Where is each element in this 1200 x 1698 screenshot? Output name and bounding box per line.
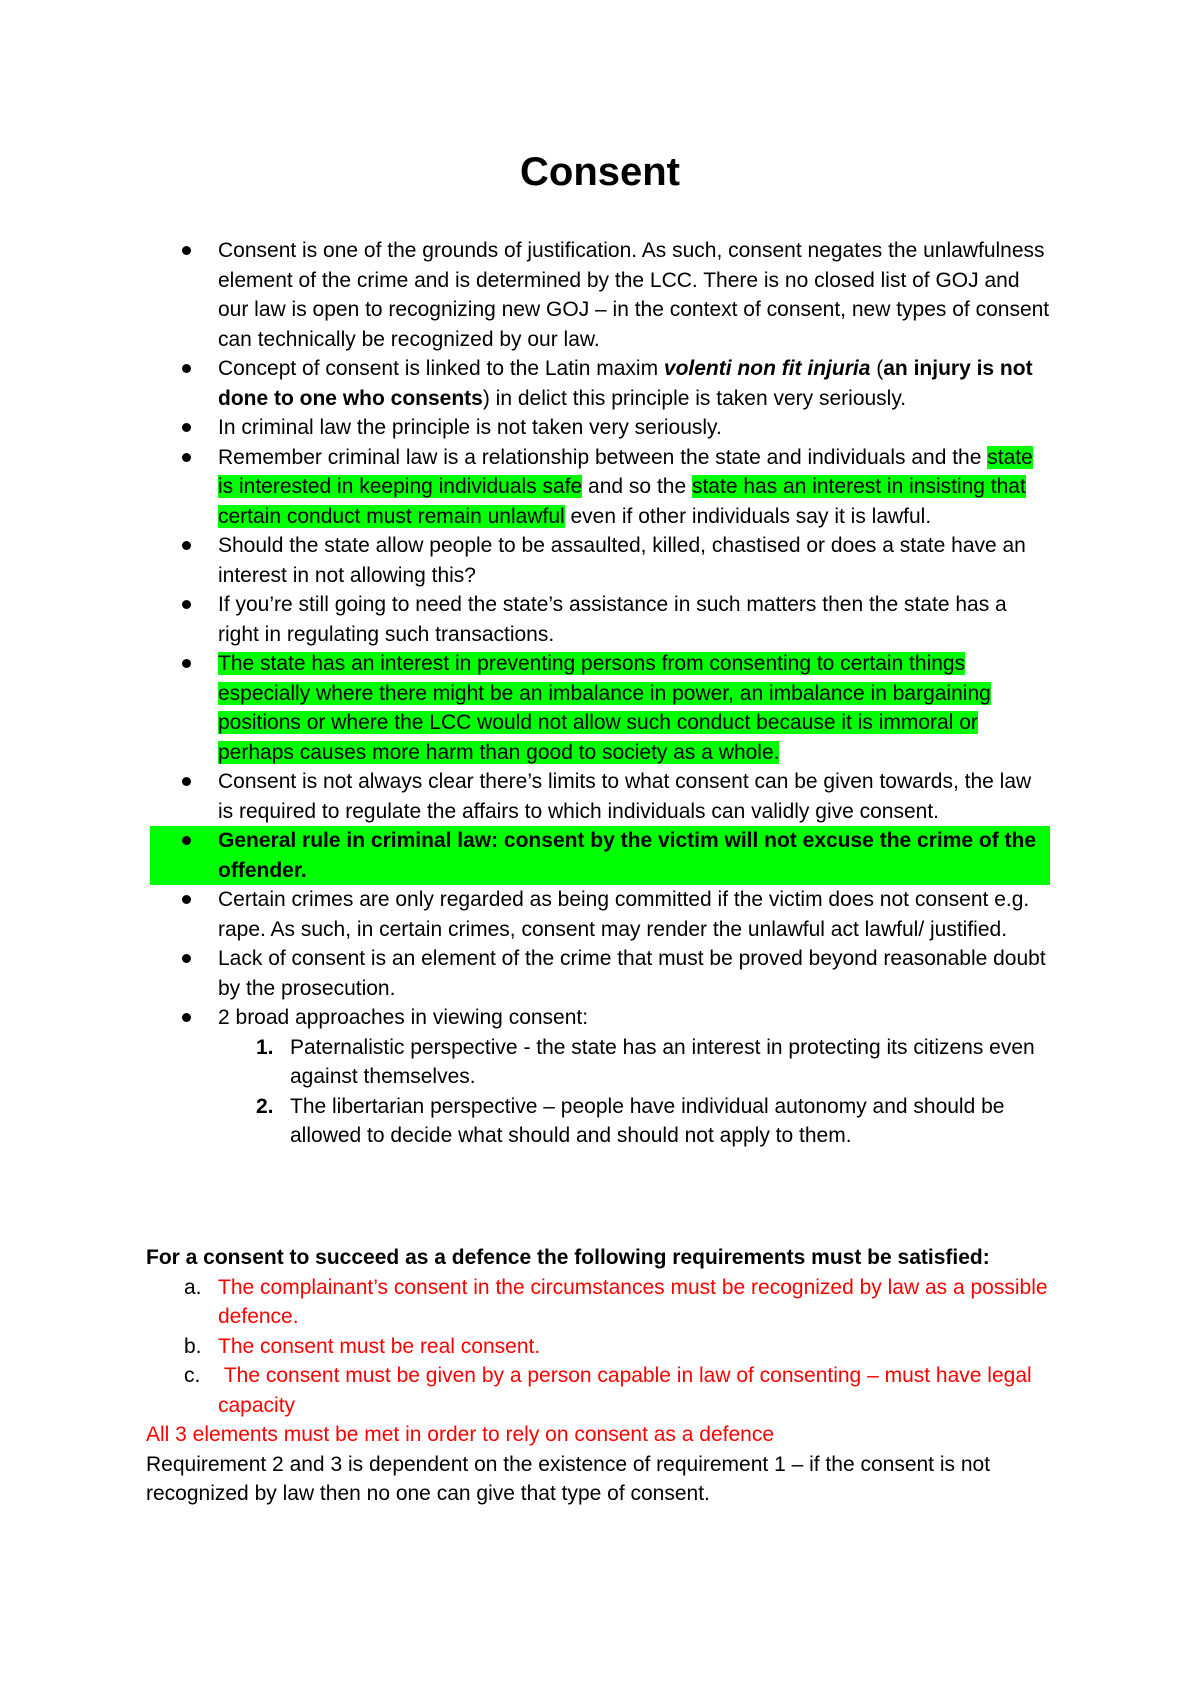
list-item — [150, 885, 1050, 944]
approach-text: Paternalistic perspective - the state has an interest in protecting its citizens even against themselves. — [290, 1035, 1035, 1088]
highlighted-text: state has an interest in insisting that certain conduct must remain unlawful — [218, 475, 1026, 528]
list-item — [150, 826, 1050, 885]
list-item — [150, 944, 1050, 1003]
all-three-note: All 3 elements must be met in order to rely on consent as a defence — [146, 1423, 775, 1446]
bullet-icon — [182, 600, 191, 609]
general-rule-text: General rule in criminal law: consent by the victim will not excuse the crime of the offender. — [218, 829, 1037, 882]
bullet-text: 2 broad approaches in viewing consent: — [218, 1006, 589, 1029]
approach-text: The libertarian perspective – people have individual autonomy and should be allowed to decide what should and should not apply to them. — [290, 1094, 1005, 1147]
bullet-icon — [182, 1013, 191, 1022]
list-item — [150, 531, 1050, 590]
requirement-item — [146, 1361, 1066, 1420]
approach-item — [218, 1092, 1050, 1151]
list-item — [150, 443, 1050, 532]
requirement-text: The consent must be real consent. — [218, 1334, 541, 1358]
bullet-icon — [182, 364, 191, 373]
bullet-text: If you’re still going to need the state’s assistance in such matters then the state has a right in regulating such transactions. — [218, 593, 1007, 646]
item-letter: c. — [184, 1364, 201, 1387]
bullet-text: even if other individuals say it is lawful. — [564, 504, 932, 528]
highlighted-text: The state has an interest in preventing persons from consenting to certain things especially where there might be an imbalance in power, an imbalance in bargaining positions or where the LCC would not allow such conduct because it is immoral or perhaps causes more harm than good to society as a whole. — [218, 652, 991, 764]
requirement-text: The consent must be given by a person capable in law of consenting – must have legal capacity — [218, 1364, 1038, 1417]
bullet-icon — [182, 453, 191, 462]
requirement-item — [146, 1332, 1066, 1362]
highlighted-text: state is interested in keeping individuals safe — [218, 445, 1033, 498]
list-item — [150, 413, 1050, 443]
list-item — [150, 236, 1050, 354]
bullet-text: Concept of consent is linked to the Latin maxim — [218, 357, 664, 380]
bullet-text: Remember criminal law is a relationship between the state and individuals and the — [218, 445, 988, 469]
bullet-icon — [182, 954, 191, 963]
bullet-icon — [182, 541, 191, 550]
bullet-text: ) in delict this principle is taken very seriously. — [482, 386, 907, 410]
list-item — [150, 1003, 1050, 1151]
item-number: 1. — [256, 1035, 274, 1059]
bullet-icon — [182, 659, 191, 668]
bullet-icon — [182, 836, 191, 845]
bullet-text: ( — [870, 357, 884, 380]
bullet-list — [150, 236, 1050, 1151]
approach-item — [218, 1033, 1050, 1092]
maxim-translation: an injury is not done to one who consents — [218, 357, 1033, 410]
dependency-note: Requirement 2 and 3 is dependent on the existence of requirement 1 – if the consent is not recognized by law then no one can give that type of consent. — [146, 1452, 991, 1505]
bullet-text: Consent is not always clear there’s limits to what consent can be given towards, the law is required to regulate the affairs to which individuals can validly give consent. — [218, 770, 1032, 823]
bullet-text: Should the state allow people to be assaulted, killed, chastised or does a state have an interest in not allowing this? — [218, 534, 1026, 587]
bullet-text: Certain crimes are only regarded as being committed if the victim does not consent e.g. rape. As such, in certain crimes, consent may render the unlawful act lawful/ justified. — [218, 888, 1030, 941]
requirements-section — [146, 1243, 1066, 1509]
requirement-text: The complainant’s consent in the circumstances must be recognized by law as a possible defence. — [218, 1275, 1048, 1328]
latin-maxim: volenti non fit injuria — [663, 357, 871, 380]
bullet-icon — [182, 246, 191, 255]
item-number: 2. — [256, 1094, 274, 1118]
requirements-list — [146, 1273, 1066, 1421]
page-title: Consent — [520, 150, 680, 194]
list-item — [150, 649, 1050, 767]
bullet-icon — [182, 777, 191, 786]
bullet-text: Consent is one of the grounds of justification. As such, consent negates the unlawfulness element of the crime and is determined by the LCC. There is no closed list of GOJ and our law is open to recognizing new GOJ – in the context of consent, new types of consent can technically be recognized by our law. — [218, 239, 1050, 351]
list-item — [150, 354, 1050, 413]
requirement-item — [146, 1273, 1066, 1332]
bullet-text: Lack of consent is an element of the crime that must be proved beyond reasonable doubt by the prosecution. — [218, 947, 1046, 1000]
item-letter: b. — [184, 1334, 202, 1358]
bullet-text: and so the — [582, 475, 692, 498]
requirements-heading: For a consent to succeed as a defence the following requirements must be satisfied: — [146, 1246, 990, 1269]
approaches-list — [218, 1033, 1050, 1151]
list-item — [150, 767, 1050, 826]
bullet-icon — [182, 423, 191, 432]
list-item — [150, 590, 1050, 649]
bullet-icon — [182, 895, 191, 904]
bullet-text: In criminal law the principle is not taken very seriously. — [218, 416, 722, 439]
item-letter: a. — [184, 1275, 202, 1299]
